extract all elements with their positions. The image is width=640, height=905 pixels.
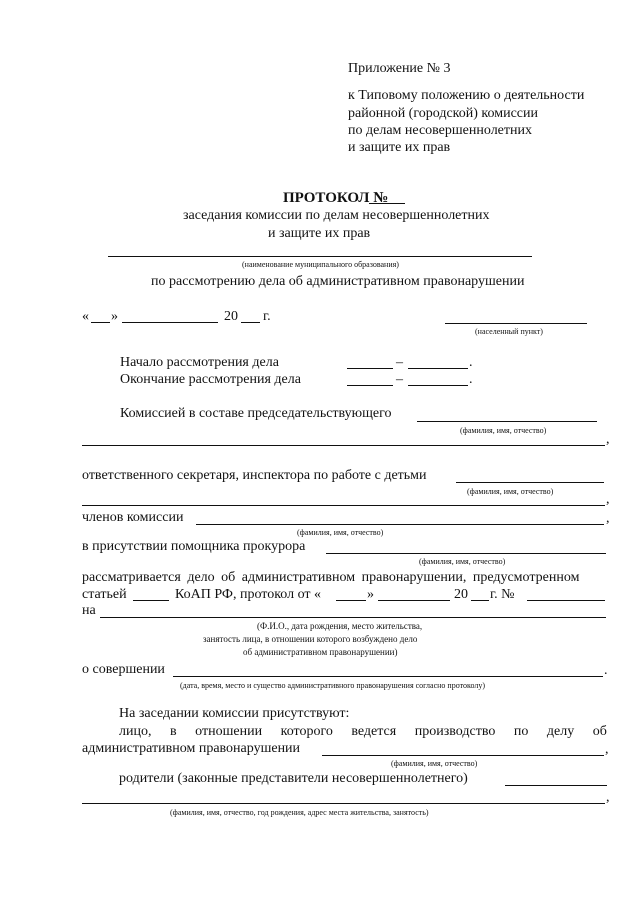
protocol-subject: по рассмотрению дела об административном правонарушении xyxy=(151,274,525,289)
secretary-label: ответственного секретаря, инспектора по работе с детьми xyxy=(82,468,427,483)
prosecutor-label: в присутствии помощника прокурора xyxy=(82,539,306,554)
hint-place: (населенный пункт) xyxy=(475,327,543,336)
date-day-field[interactable] xyxy=(91,322,110,323)
person-word-1: лицо, xyxy=(119,724,152,739)
commit-dot: . xyxy=(604,663,608,678)
appendix-number: Приложение № 3 xyxy=(348,61,451,76)
date-year-prefix: 20 xyxy=(224,309,238,324)
person-word-7: по xyxy=(513,724,529,739)
chair-fio-field[interactable] xyxy=(417,421,597,422)
person-word-9: об xyxy=(592,724,607,739)
parents-fio-field[interactable] xyxy=(505,785,607,786)
chair-fio-continued-field[interactable] xyxy=(82,445,605,446)
article-word: статьей xyxy=(82,587,127,602)
person-word-8: делу xyxy=(546,724,575,739)
parents-comma: , xyxy=(606,790,610,805)
secretary-fio-continued-field[interactable] xyxy=(82,505,605,506)
place-field[interactable] xyxy=(445,323,587,324)
person-line-2: административном правонарушении xyxy=(82,741,301,756)
end-label: Окончание рассмотрения дела xyxy=(120,372,301,387)
end-dash: – xyxy=(396,372,403,387)
secretary-fio-field[interactable] xyxy=(456,482,604,483)
protocol-day-field[interactable] xyxy=(336,600,366,601)
commit-field[interactable] xyxy=(173,676,603,677)
protocol-title: ПРОТОКОЛ № xyxy=(283,190,389,206)
end-minutes-field[interactable] xyxy=(408,385,468,386)
municipality-field[interactable] xyxy=(108,256,532,257)
protocol-subtitle-2: и защите их прав xyxy=(268,226,371,241)
end-hours-field[interactable] xyxy=(347,385,393,386)
na-word: на xyxy=(82,603,96,618)
considered-line: рассматривается дело об административном правонарушении, предусмотренном xyxy=(82,570,580,585)
person-field[interactable] xyxy=(100,617,606,618)
hint-chair-fio: (фамилия, имя, отчество) xyxy=(460,426,547,435)
members-comma: , xyxy=(606,511,610,526)
hint-person-2: занятость лица, в отношении которого возбуждено дело xyxy=(203,634,418,644)
person-word-4: которого xyxy=(280,724,333,739)
members-label: членов комиссии xyxy=(82,510,184,525)
person-word-2: в xyxy=(170,724,177,739)
protocol-subtitle-1: заседания комиссии по делам несовершеннолетних xyxy=(183,208,490,223)
date-year-field[interactable] xyxy=(241,322,260,323)
protocol-number-field[interactable] xyxy=(369,203,405,204)
end-dot: . xyxy=(469,372,473,387)
hint-person-present-fio: (фамилия, имя, отчество) xyxy=(391,759,478,768)
protocol-year-prefix: 20 xyxy=(454,587,468,602)
protocol-no-field[interactable] xyxy=(527,600,605,601)
koap-text: КоАП РФ, протокол от « xyxy=(175,587,322,602)
hint-person-1: (Ф.И.О., дата рождения, место жительства, xyxy=(257,621,423,631)
hint-secretary-fio: (фамилия, имя, отчество) xyxy=(467,487,554,496)
article-number-field[interactable] xyxy=(133,600,169,601)
commission-label: Комиссией в составе председательствующего xyxy=(120,406,392,421)
protocol-month-field[interactable] xyxy=(378,600,450,601)
commit-label: о совершении xyxy=(82,662,165,677)
person-present-fio-field[interactable] xyxy=(322,755,604,756)
secretary-comma: , xyxy=(606,492,610,507)
parents-label: родители (законные представители несовершеннолетнего) xyxy=(119,771,468,786)
start-dash: – xyxy=(396,355,403,370)
present-label: На заседании комиссии присутствуют: xyxy=(119,706,350,721)
members-fio-field[interactable] xyxy=(196,524,604,525)
hint-prosecutor-fio: (фамилия, имя, отчество) xyxy=(419,557,506,566)
protocol-quote-close: » xyxy=(367,587,374,602)
hint-person-3: об административном правонарушении) xyxy=(243,647,398,657)
chair-comma: , xyxy=(606,432,610,447)
date-quote-close: » xyxy=(111,309,118,324)
appendix-line-1: к Типовому положению о деятельности xyxy=(348,88,585,103)
start-label: Начало рассмотрения дела xyxy=(120,355,279,370)
appendix-line-2: районной (городской) комиссии xyxy=(348,106,539,121)
start-dot: . xyxy=(469,355,473,370)
protocol-year-field[interactable] xyxy=(471,600,489,601)
hint-municipality: (наименование муниципального образования) xyxy=(242,260,399,269)
appendix-line-3: по делам несовершеннолетних xyxy=(348,123,532,138)
hint-members-fio: (фамилия, имя, отчество) xyxy=(297,528,384,537)
person-word-6: производство xyxy=(414,724,496,739)
person-word-3: отношении xyxy=(195,724,263,739)
date-month-field[interactable] xyxy=(122,322,218,323)
parents-fio-continued-field[interactable] xyxy=(82,803,605,804)
person-word-5: ведется xyxy=(351,724,397,739)
hint-parents: (фамилия, имя, отчество, год рождения, адрес места жительства, занятость) xyxy=(170,808,429,817)
start-hours-field[interactable] xyxy=(347,368,393,369)
prosecutor-fio-field[interactable] xyxy=(326,553,606,554)
person-present-comma: , xyxy=(605,742,609,757)
appendix-line-4: и защите их прав xyxy=(348,140,451,155)
person-present-line xyxy=(119,724,607,740)
protocol-g-no: г. № xyxy=(490,587,515,602)
hint-commit: (дата, время, место и существо административного правонарушения согласно протоколу) xyxy=(180,681,486,690)
start-minutes-field[interactable] xyxy=(408,368,468,369)
date-quote-open: « xyxy=(82,309,89,324)
date-year-suffix: г. xyxy=(263,309,271,324)
